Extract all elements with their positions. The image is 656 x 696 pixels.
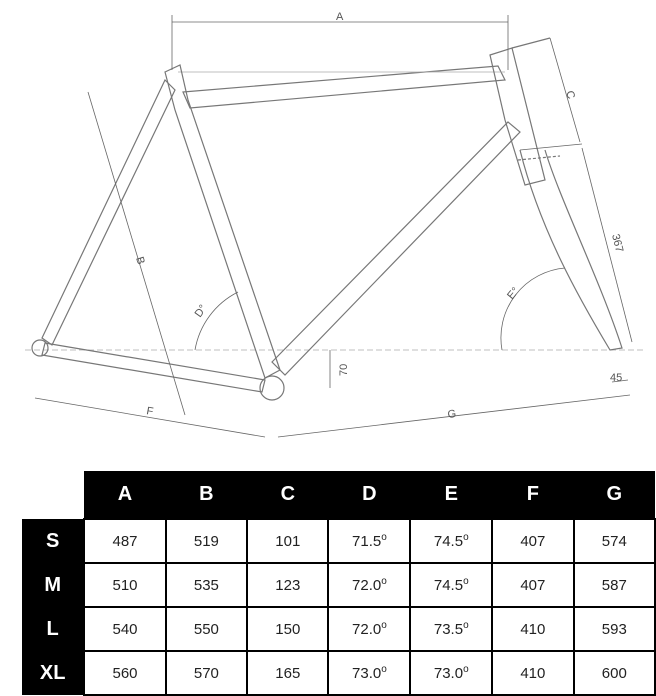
col-g: G <box>574 471 655 519</box>
degree-mark: o <box>463 664 469 675</box>
table-cell: 550 <box>166 607 247 651</box>
label-f: F <box>145 405 155 419</box>
table-cell: 570 <box>166 651 247 695</box>
table-cell: 510 <box>84 563 165 607</box>
col-c: C <box>247 471 328 519</box>
label-a: A <box>336 11 344 23</box>
geometry-table <box>22 471 656 696</box>
table-cell: 407 <box>492 519 573 563</box>
table-cell: 74.5$^o$ <box>410 519 492 563</box>
table-row <box>22 651 655 695</box>
seat-tube <box>165 65 280 378</box>
table-cell: 71.5$^o$ <box>328 519 410 563</box>
degree-mark: o <box>381 664 387 675</box>
head-tube <box>490 48 545 185</box>
table-cell: 74.5$^o$ <box>410 563 492 607</box>
table-cell: 574 <box>574 519 655 563</box>
table-cell: 73.0$^o$ <box>410 651 492 695</box>
degree-mark: o <box>381 620 387 631</box>
size-label: S <box>22 519 84 563</box>
col-d: D <box>328 471 410 519</box>
label-70: 70 <box>338 363 350 376</box>
label-b: B <box>133 255 147 266</box>
table-cell: 535 <box>166 563 247 607</box>
table-cell: 73.5$^o$ <box>410 607 492 651</box>
table-cell: 593 <box>574 607 655 651</box>
col-a: A <box>84 471 165 519</box>
table-cell: 600 <box>574 651 655 695</box>
table-row <box>22 563 655 607</box>
col-e: E <box>410 471 492 519</box>
col-f: F <box>492 471 573 519</box>
label-45: 45 <box>610 372 623 384</box>
seat-stay <box>42 80 175 345</box>
degree-mark: o <box>463 576 469 587</box>
degree-mark: o <box>381 532 387 543</box>
label-e: E° <box>505 285 522 302</box>
table-cell: 123 <box>247 563 328 607</box>
down-tube <box>272 122 520 375</box>
header-row <box>22 471 655 519</box>
degree-mark: o <box>463 620 469 631</box>
table-cell: 587 <box>574 563 655 607</box>
rear-dropout <box>32 340 48 356</box>
degree-mark: o <box>463 532 469 543</box>
table-cell: 560 <box>84 651 165 695</box>
table-cell: 410 <box>492 607 573 651</box>
degree-mark: o <box>381 576 387 587</box>
table-cell: 540 <box>84 607 165 651</box>
size-label: L <box>22 607 84 651</box>
col-b: B <box>166 471 247 519</box>
table-cell: 165 <box>247 651 328 695</box>
table-cell: 72.0$^o$ <box>328 607 410 651</box>
table-row <box>22 607 655 651</box>
label-c: C <box>563 89 577 101</box>
label-367: 367 <box>609 232 626 254</box>
size-label: M <box>22 563 84 607</box>
label-g: G <box>446 408 457 421</box>
label-d: D° <box>192 302 210 320</box>
table-cell: 73.0$^o$ <box>328 651 410 695</box>
table-row <box>22 519 655 563</box>
size-label: XL <box>22 651 84 695</box>
table-cell: 407 <box>492 563 573 607</box>
table-cell: 519 <box>166 519 247 563</box>
table-cell: 487 <box>84 519 165 563</box>
fork <box>520 150 622 350</box>
table-cell: 410 <box>492 651 573 695</box>
table-cell: 101 <box>247 519 328 563</box>
table-cell: 72.0$^o$ <box>328 563 410 607</box>
table-cell: 150 <box>247 607 328 651</box>
